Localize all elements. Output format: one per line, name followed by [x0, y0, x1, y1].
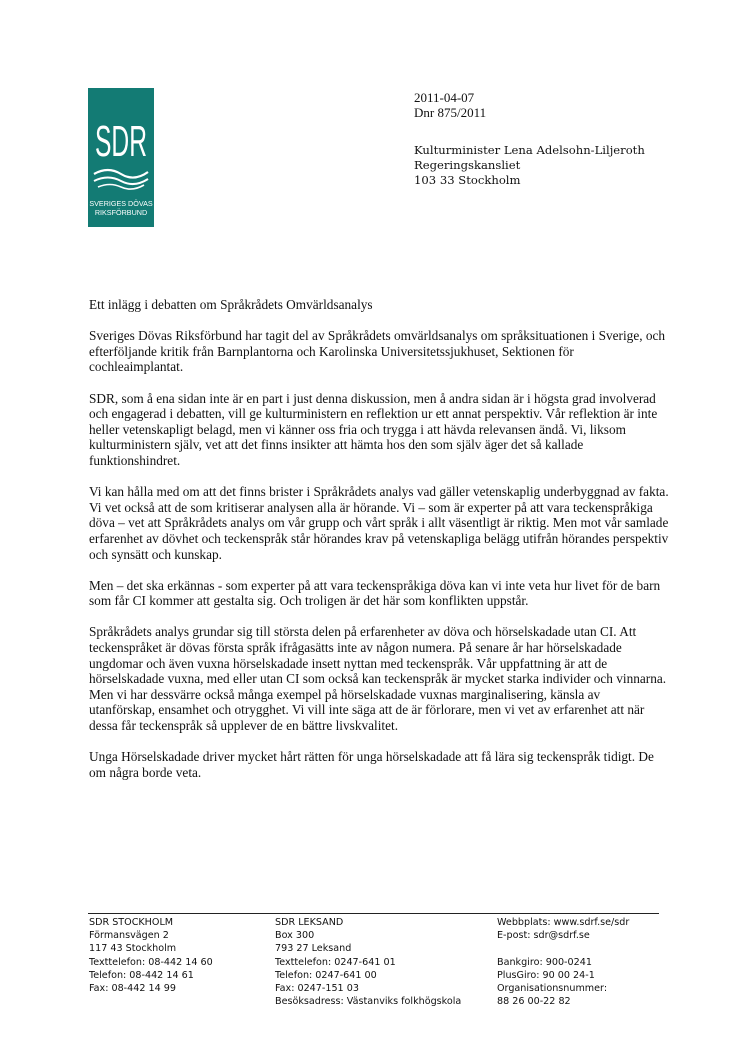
footer-postal: 117 43 Stockholm	[89, 943, 177, 955]
footer-plusgiro: PlusGiro: 90 00 24-1	[497, 969, 595, 981]
footer-box: Box 300	[275, 930, 315, 942]
recipient-block	[414, 143, 645, 188]
footer-fax: Fax: 08-442 14 99	[89, 983, 176, 995]
footer-visit-address: Besöksadress: Västanviks folkhögskola	[275, 996, 462, 1008]
letter-meta	[414, 90, 486, 120]
footer-bankgiro: Bankgiro: 900-0241	[497, 956, 592, 968]
footer-tel: Telefon: 0247-641 00	[275, 969, 377, 981]
footer-office-name: SDR LEKSAND	[275, 917, 344, 928]
footer-stockholm	[89, 916, 213, 995]
logo-line1: SVERIGES DÖVAS	[89, 199, 153, 208]
footer-info	[497, 916, 629, 1008]
footer-fax: Fax: 0247-151 03	[275, 983, 359, 995]
recipient-name: Kulturminister Lena Adelsohn-Liljeroth	[414, 143, 645, 157]
footer-website: Webbplats: www.sdrf.se/sdr	[497, 917, 630, 928]
letter-title: Ett inlägg i debatten om Språkrådets Omvärldsanalys	[89, 297, 373, 312]
paragraph: SDR, som å ena sidan inte är en part i just denna diskussion, men å andra sidan är i högsta grad involverad och engagerad i debatten, vill ge kulturministern en reflektion ur ett annat perspektiv. Vår reflektion är inte heller vetenskapligt belagd, men vi känner oss fria och trygga i att hävda relevansen ändå. Vi, liksom kulturministern själv, vet att det finns insikter att hämta hos den som själv äger det så kallade funktionshindret.	[89, 390, 658, 468]
footer-texttel: Texttelefon: 0247-641 01	[275, 956, 396, 968]
recipient-address: 103 33 Stockholm	[414, 173, 521, 187]
logo-letters: SDR	[95, 117, 147, 166]
footer-leksand	[275, 916, 461, 1008]
paragraph: Vi kan hålla med om att det finns brister i Språkrådets analys vad gäller vetenskaplig underbyggnad av fakta. Vi vet också att de som kritiserar analysen alla är hörande. Vi – som är experter på att vara teckenspråkiga döva – vet att Språkrådets analys om vår grupp och vårt språk i allt väsentligt är riktig. Men mot vår samlade erfarenhet av dövhet och teckenspråk står hörandes krav på vetenskapliga belägg utifrån hörandes perspektiv och synsätt och kunskap.	[89, 484, 669, 562]
sdr-logo	[88, 88, 154, 227]
paragraph: Unga Hörselskadade driver mycket hårt rätten för unga hörselskadade att få lära sig teckenspråk tidigt. De om några borde veta.	[89, 749, 654, 780]
footer-tel: Telefon: 08-442 14 61	[89, 969, 194, 981]
footer-orgnr-label: Organisationsnummer:	[497, 983, 608, 994]
footer-email: E-post: sdr@sdrf.se	[497, 930, 590, 942]
footer-texttel: Texttelefon: 08-442 14 60	[89, 956, 213, 968]
paragraph: Sveriges Dövas Riksförbund har tagit del av Språkrådets omvärldsanalys om språksituationen i Sverige, och efterföljande kritik från Barnplantorna och Karolinska Universitetssjukhuset, Sektionen för cochleaimplantat.	[89, 328, 666, 375]
recipient-org: Regeringskansliet	[414, 158, 521, 172]
paragraph: Språkrådets analys grundar sig till största delen på erfarenheter av döva och hörselskadade utan CI. Att teckenspråket är dövas första språk ifrågasätts inte av någon numera. På senare år har hörselskadade ungdomar och även vuxna hörselskadade insett nyttan med teckenspråk. Vår uppfattning är att de hörselskadade vuxna, med eller utan CI som också kan teckenspråk är mycket starka individer och vinnarna. Men vi har dessvärre också många exempel på hörselskadade vuxnas marginalisering, känsla av utanförskap, ensamhet och otrygghet. Vi vill inte säga att de är förlorare, men vi vet av erfarenhet att när dessa får teckenspråk så upplever de en bättre livskvalitet.	[89, 624, 667, 734]
letter-date: 2011-04-07	[414, 90, 475, 105]
paragraph: Men – det ska erkännas - som experter på att vara teckenspråkiga döva kan vi inte veta hur livet för de barn som får CI kommer att gestalta sig. Och troligen är det här som konflikten uppstår.	[89, 577, 661, 609]
footer-divider	[88, 913, 659, 914]
logo-line2: RIKSFÖRBUND	[94, 208, 148, 217]
footer-orgnr: 88 26 00-22 82	[497, 996, 571, 1008]
letter-dnr: Dnr 875/2011	[414, 105, 487, 120]
letter-body	[89, 297, 669, 796]
footer-office-name: SDR STOCKHOLM	[89, 917, 174, 928]
footer-street: Förmansvägen 2	[89, 930, 169, 942]
footer-postal: 793 27 Leksand	[275, 943, 352, 955]
